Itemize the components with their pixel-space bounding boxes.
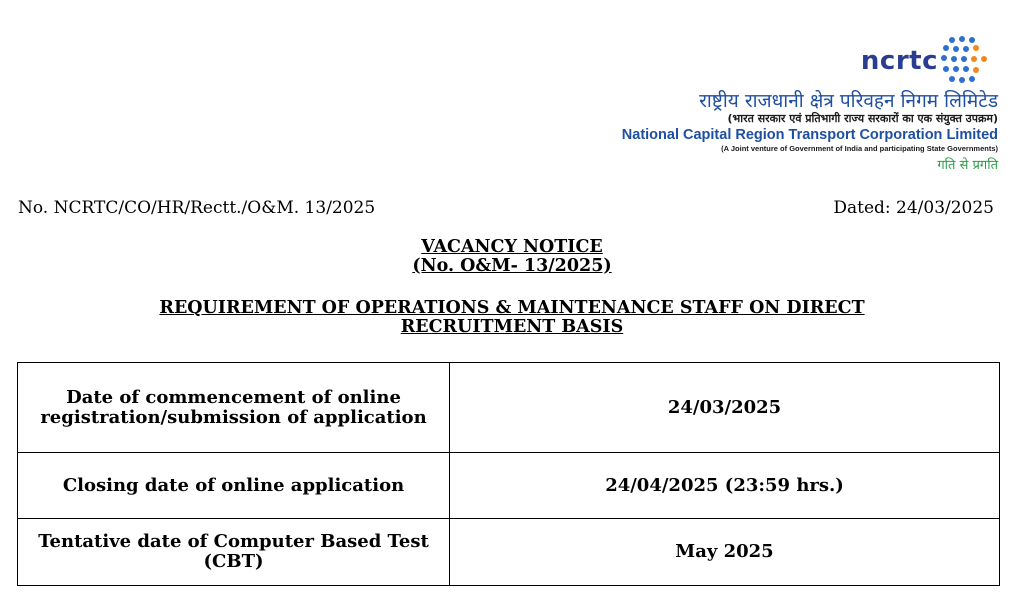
schedule-label: Closing date of online application [18, 453, 450, 519]
table-row [18, 519, 1000, 586]
org-subtitle-english: (A Joint venture of Government of India and participating State Governments) [721, 144, 998, 153]
schedule-value: May 2025 [450, 519, 1000, 586]
org-name-hindi: राष्ट्रीय राजधानी क्षेत्र परिवहन निगम लिमिटेड [699, 90, 998, 112]
reference-line [18, 198, 994, 220]
brand-logo [578, 32, 998, 88]
org-subtitle-hindi: (भारत सरकार एवं प्रतिभागी राज्य सरकारों का एक संयुक्त उपक्रम) [727, 112, 998, 125]
table-row [18, 363, 1000, 453]
reference-date: Dated: 24/03/2025 [833, 198, 994, 218]
schedule-label: Date of commencement of online registration/submission of application [18, 363, 450, 453]
schedule-value: 24/04/2025 (23:59 hrs.) [450, 453, 1000, 519]
org-name-english: National Capital Region Transport Corporation Limited [621, 127, 998, 143]
org-tagline: गति से प्रगति [937, 158, 998, 173]
schedule-table [17, 362, 1000, 586]
schedule-value: 24/03/2025 [450, 363, 1000, 453]
table-row [18, 453, 1000, 519]
dot-matrix-logo-icon [938, 34, 990, 86]
schedule-label: Tentative date of Computer Based Test (CBT) [18, 519, 450, 586]
notice-subject-line-2: RECRUITMENT BASIS [400, 317, 624, 337]
reference-number: No. NCRTC/CO/HR/Rectt./O&M. 13/2025 [18, 198, 376, 218]
notice-number: (No. O&M- 13/2025) [412, 256, 612, 276]
notice-title: VACANCY NOTICE [421, 237, 603, 257]
notice-subject-line-1: REQUIREMENT OF OPERATIONS & MAINTENANCE STAFF ON DIRECT [159, 298, 865, 318]
ncrtc-logo-block [578, 32, 998, 176]
brand-wordmark: ncrtc [860, 46, 938, 76]
